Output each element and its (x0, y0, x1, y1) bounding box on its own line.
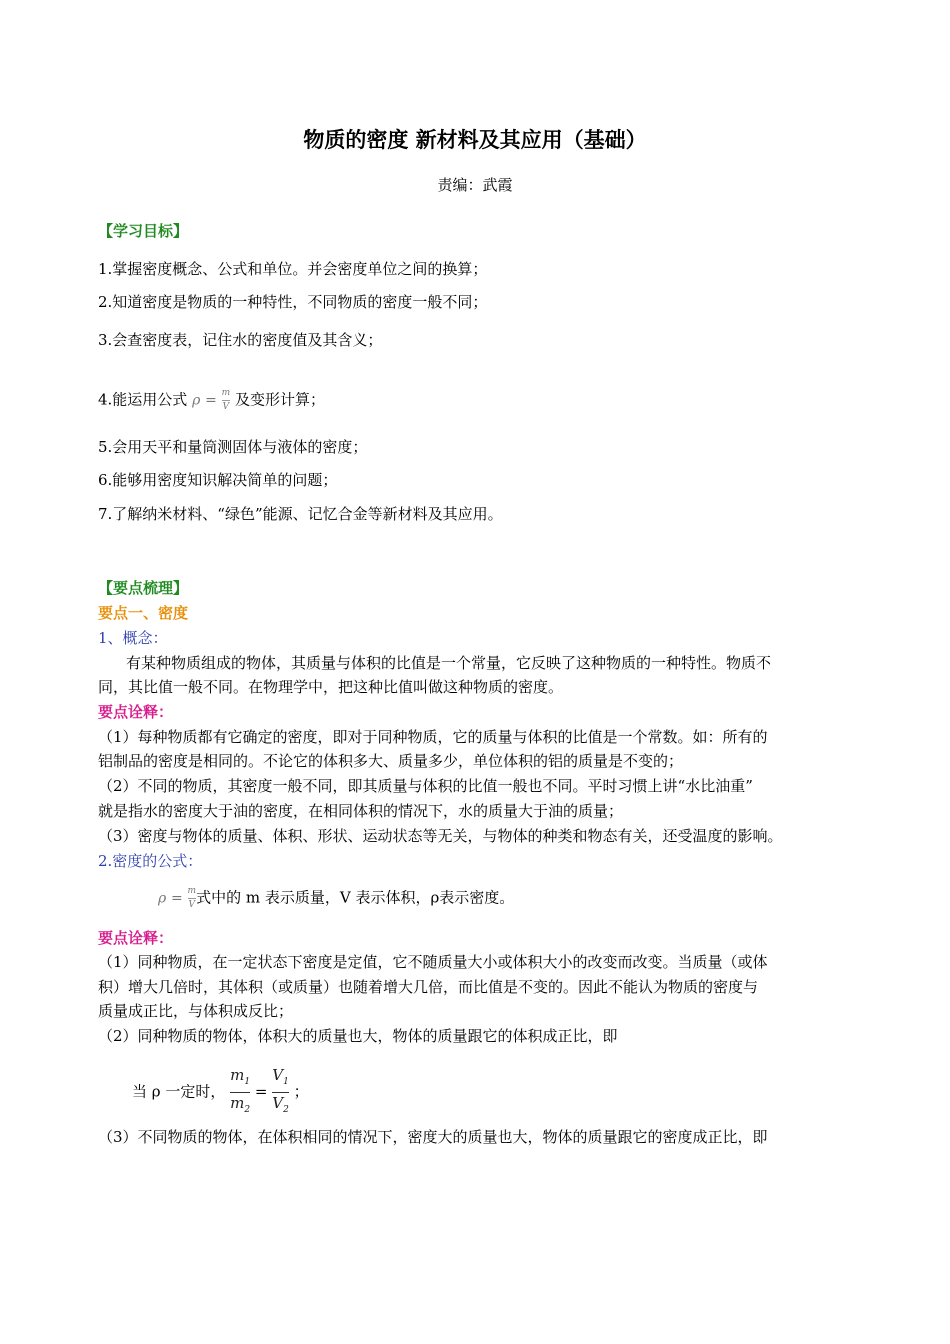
note1-line-1: （1）每种物质都有它确定的密度，即对于同种物质，它的质量与体积的比值是一个常数。如：所有的 (98, 728, 768, 746)
note2-line-1: （1）同种物质，在一定状态下密度是定值，它不随质量大小或体积大小的改变而改变。当质量（或体 (98, 953, 768, 971)
m1: m (230, 1066, 245, 1084)
note2-line-2: 积）增大几倍时，其体积（或质量）也随着增大几倍，而比值是不变的。因此不能认为物质的密度与 (98, 978, 759, 996)
note1-line-3: （2）不同的物质，其密度一般不同，即其质量与体积的比值一般也不同。平时习惯上讲“水比油重” (98, 777, 753, 795)
ratio-tail: ； (293, 1082, 309, 1101)
formula-rho-2: ρ (158, 890, 167, 907)
formula-explanation: 式中的 m 表示质量，V 表示体积，ρ表示密度。 (196, 888, 515, 907)
mass-ratio: $\frac{m_1}{m_2}$ (230, 1066, 251, 1115)
formula-equals: = (205, 392, 217, 409)
note2-line-3: 质量成正比，与体积成反比； (98, 1002, 294, 1020)
concept-line-1: 有某种物质组成的物体，其质量与体积的比值是一个常量，它反映了这种物质的一种特性。物质不 (126, 654, 772, 672)
fraction-numerator-2: m (187, 886, 197, 896)
goal-item-6: 6.能够用密度知识解决简单的问题； (98, 471, 338, 489)
density-fraction-2 (188, 886, 197, 911)
learning-goals-heading: 【学习目标】 (98, 222, 189, 240)
goal-item-2: 2.知道密度是物质的一种特性，不同物质的密度一般不同； (98, 293, 488, 311)
m2: m (230, 1094, 245, 1112)
note3-line: （3）不同物质的物体，在体积相同的情况下，密度大的质量也大，物体的质量跟它的密度成正比，即 (98, 1128, 768, 1146)
goal-item-5: 5.会用天平和量筒测固体与液体的密度； (98, 438, 368, 456)
fraction-denominator: V (222, 402, 230, 412)
goal-item-1: 1.掌握密度概念、公式和单位。并会密度单位之间的换算； (98, 260, 488, 278)
formula-line (158, 886, 514, 911)
goal-item-3: 3.会查密度表，记住水的密度值及其含义； (98, 331, 383, 349)
V2: V (272, 1094, 284, 1112)
formula-equals-2: = (171, 890, 183, 907)
fraction-numerator: m (221, 388, 231, 398)
point-one-heading: 要点一、密度 (98, 604, 189, 622)
fraction-denominator-2: V (188, 900, 196, 910)
formula-rho: ρ (192, 392, 201, 409)
ratio-equals: = (254, 1082, 268, 1101)
concept-label: 1、概念： (98, 629, 168, 647)
note1-line-2: 铝制品的密度是相同的。不论它的体积多大、质量多少，单位体积的铝的质量是不变的； (98, 752, 684, 770)
goal-item-4-text: 4.能运用公式 (98, 390, 188, 409)
note2-line-4: （2）同种物质的物体，体积大的质量也大，物体的质量跟它的体积成正比，即 (98, 1027, 618, 1045)
ratio-line (132, 1066, 309, 1119)
goal-item-4-suffix: 及变形计算； (234, 390, 325, 409)
author-line: 责编：武霞 (437, 176, 513, 194)
volume-ratio: $\frac{V_1}{V_2}$ (272, 1066, 289, 1115)
density-fraction (222, 388, 231, 413)
note-label-2: 要点诠释： (98, 929, 174, 947)
note-label-1: 要点诠释： (98, 703, 174, 721)
note1-line-4: 就是指水的密度大于油的密度，在相同体积的情况下，水的质量大于油的质量； (98, 802, 624, 820)
goal-item-7: 7.了解纳米材料、“绿色”能源、记忆合金等新材料及其应用。 (98, 505, 503, 523)
V1: V (272, 1066, 284, 1084)
note1-line-5: （3）密度与物体的质量、体积、形状、运动状态等无关，与物体的种类和物态有关，还受温度的影响。 (98, 827, 783, 845)
concept-line-2: 同，其比值一般不同。在物理学中，把这种比值叫做这种物质的密度。 (98, 678, 564, 696)
goal-item-4 (98, 388, 325, 413)
formula-label: 2.密度的公式： (98, 852, 203, 870)
ratio-prefix: 当 ρ 一定时， (132, 1082, 226, 1101)
key-points-heading: 【要点梳理】 (98, 579, 189, 597)
page-title: 物质的密度 新材料及其应用（基础） (303, 128, 647, 152)
